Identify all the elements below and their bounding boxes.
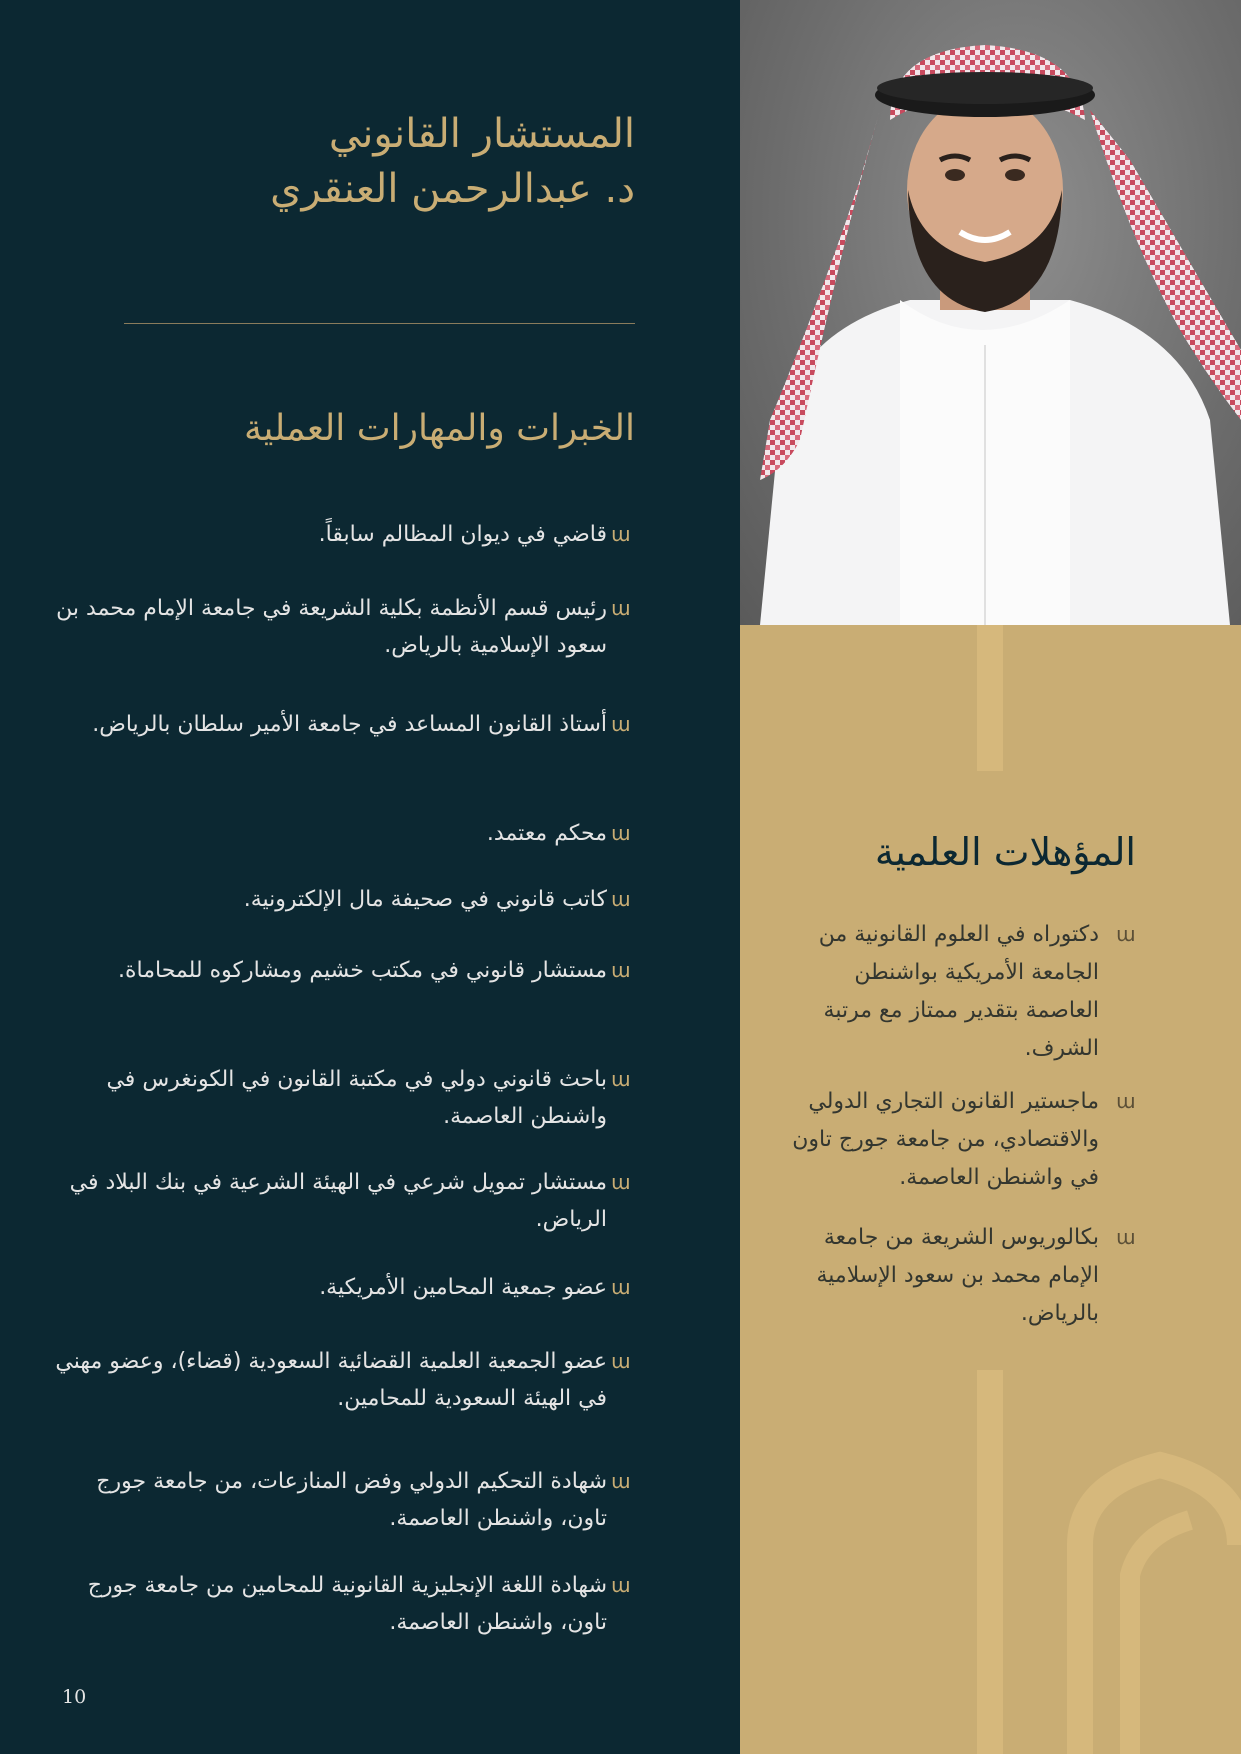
- qualification-item: ماجستير القانون التجاري الدولي والاقتصادي، من جامعة جورج تاون في واشنطن العاصمة.: [792, 1089, 1099, 1190]
- bullet-icon: ɯ: [611, 1067, 631, 1091]
- title-name: د. عبدالرحمن العنقري: [270, 166, 635, 212]
- qualification-item: دكتوراه في العلوم القانونية من الجامعة الأمريكية بواشنطن العاصمة بتقدير ممتاز مع مرتبة الشرف.: [818, 922, 1099, 1061]
- bullet-icon: ɯ: [611, 821, 631, 845]
- portrait-illustration: [740, 0, 1241, 625]
- experience-item: قاضي في ديوان المظالم سابقاً.: [318, 522, 607, 547]
- portrait-photo: [740, 0, 1241, 625]
- title-role: المستشار القانوني: [328, 111, 635, 157]
- bullet-icon: ɯ: [611, 1573, 631, 1597]
- experience-item: شهادة التحكيم الدولي وفض المنازعات، من جامعة جورج تاون، واشنطن العاصمة.: [96, 1469, 607, 1531]
- bullet-icon: ɯ: [1116, 922, 1136, 946]
- bullet-icon: ɯ: [611, 522, 631, 546]
- experience-item: عضو الجمعية العلمية القضائية السعودية (قضاء)، وعضو مهني في الهيئة السعودية للمحامين.: [55, 1349, 607, 1411]
- divider-line: [124, 323, 635, 324]
- experience-item: رئيس قسم الأنظمة بكلية الشريعة في جامعة الإمام محمد بن سعود الإسلامية بالرياض.: [56, 596, 607, 658]
- qualifications-heading: المؤهلات العلمية: [874, 830, 1136, 874]
- experience-item: شهادة اللغة الإنجليزية القانونية للمحامين من جامعة جورج تاون، واشنطن العاصمة.: [87, 1573, 607, 1635]
- experience-item: باحث قانوني دولي في مكتبة القانون في الكونغرس في واشنطن العاصمة.: [106, 1067, 607, 1129]
- experience-heading: الخبرات والمهارات العملية: [244, 408, 635, 449]
- bullet-icon: ɯ: [1116, 1089, 1136, 1113]
- bullet-icon: ɯ: [611, 1170, 631, 1194]
- experience-item: محكم معتمد.: [486, 821, 607, 846]
- experience-item: مستشار قانوني في مكتب خشيم ومشاركوه للمحاماة.: [117, 958, 607, 983]
- bullet-icon: ɯ: [611, 1275, 631, 1299]
- experience-item: مستشار تمويل شرعي في الهيئة الشرعية في بنك البلاد في الرياض.: [69, 1170, 607, 1232]
- bullet-icon: ɯ: [611, 596, 631, 620]
- page-number: 10: [62, 1686, 87, 1708]
- bullet-icon: ɯ: [611, 1349, 631, 1373]
- experience-item: كاتب قانوني في صحيفة مال الإلكترونية.: [243, 887, 607, 912]
- experience-item: أستاذ القانون المساعد في جامعة الأمير سلطان بالرياض.: [92, 712, 607, 737]
- bullet-icon: ɯ: [611, 887, 631, 911]
- bullet-icon: ɯ: [611, 712, 631, 736]
- experience-item: عضو جمعية المحامين الأمريكية.: [319, 1275, 607, 1300]
- bullet-icon: ɯ: [611, 1469, 631, 1493]
- bullet-icon: ɯ: [611, 958, 631, 982]
- qualification-item: بكالوريوس الشريعة من جامعة الإمام محمد بن سعود الإسلامية بالرياض.: [816, 1225, 1099, 1326]
- bullet-icon: ɯ: [1116, 1225, 1136, 1249]
